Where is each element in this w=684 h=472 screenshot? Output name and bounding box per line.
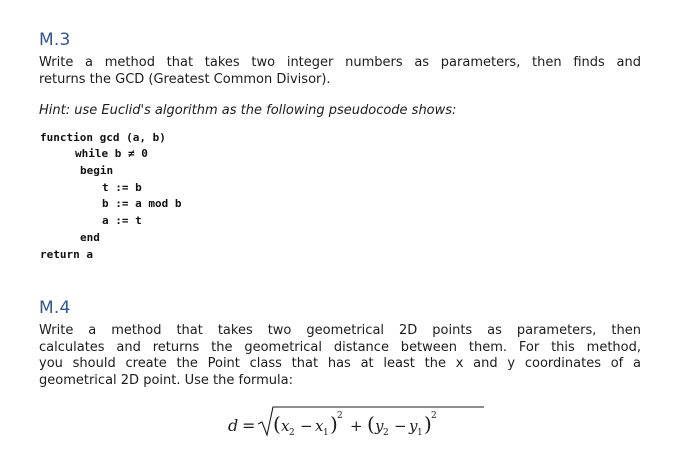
formula-minus-2: − [394, 417, 407, 435]
formula-minus-1: − [300, 417, 313, 435]
distance-formula [226, 404, 486, 440]
formula-paren-close-2: ) [424, 412, 432, 436]
m4-paragraph-line-1: Write a method that takes two geometrical 2D points as parameters, then [39, 323, 641, 338]
code-line-begin: begin [80, 164, 114, 177]
m3-paragraph-line-2: returns the GCD (Greatest Common Divisor). [39, 71, 331, 87]
m3-paragraph-line-1: Write a method that takes two integer numbers as parameters, then finds and [39, 55, 641, 70]
section-heading-m4: M.4 [39, 298, 71, 318]
code-line-end: end [80, 231, 100, 244]
formula-paren-open-2: ( [367, 412, 375, 436]
formula-paren-close-1: ) [330, 412, 338, 436]
formula-x1: x [315, 417, 324, 435]
code-line-function: function gcd (a, b) [40, 131, 166, 144]
formula-x1-subscript: 1 [323, 428, 329, 438]
formula-plus: + [350, 417, 363, 435]
code-line-return: return a [40, 248, 93, 261]
formula-x2: x [281, 417, 290, 435]
m4-paragraph-line-2: calculates and returns the geometrical distance between them. For this method, [39, 339, 641, 355]
formula-d: d [228, 416, 239, 435]
formula-y1: y [409, 417, 418, 435]
formula-paren-open-1: ( [273, 412, 281, 436]
section-heading-m3: M.3 [39, 30, 71, 50]
m4-paragraph-line-3: you should create the Point class that has at least the x and y coordinates of a [39, 356, 641, 371]
code-line-while: while b ≠ 0 [75, 147, 148, 160]
code-line-a-assign: a := t [102, 214, 142, 227]
formula-x2-subscript: 2 [289, 428, 295, 438]
formula-y2: y [375, 417, 384, 435]
m4-paragraph-line-4: geometrical 2D point. Use the formula: [39, 372, 294, 388]
formula-y1-subscript: 1 [417, 428, 423, 438]
code-line-t-assign: t := b [102, 181, 142, 194]
formula-power-2: 2 [431, 411, 437, 421]
m4-paragraph [39, 323, 641, 389]
formula-y2-subscript: 2 [383, 428, 389, 438]
code-line-b-assign: b := a mod b [102, 197, 182, 210]
formula-equals: = [242, 416, 256, 435]
formula-power-1: 2 [337, 411, 343, 421]
hint-text: Hint: use Euclid's algorithm as the following pseudocode shows: [39, 103, 457, 118]
m3-paragraph [39, 55, 641, 88]
